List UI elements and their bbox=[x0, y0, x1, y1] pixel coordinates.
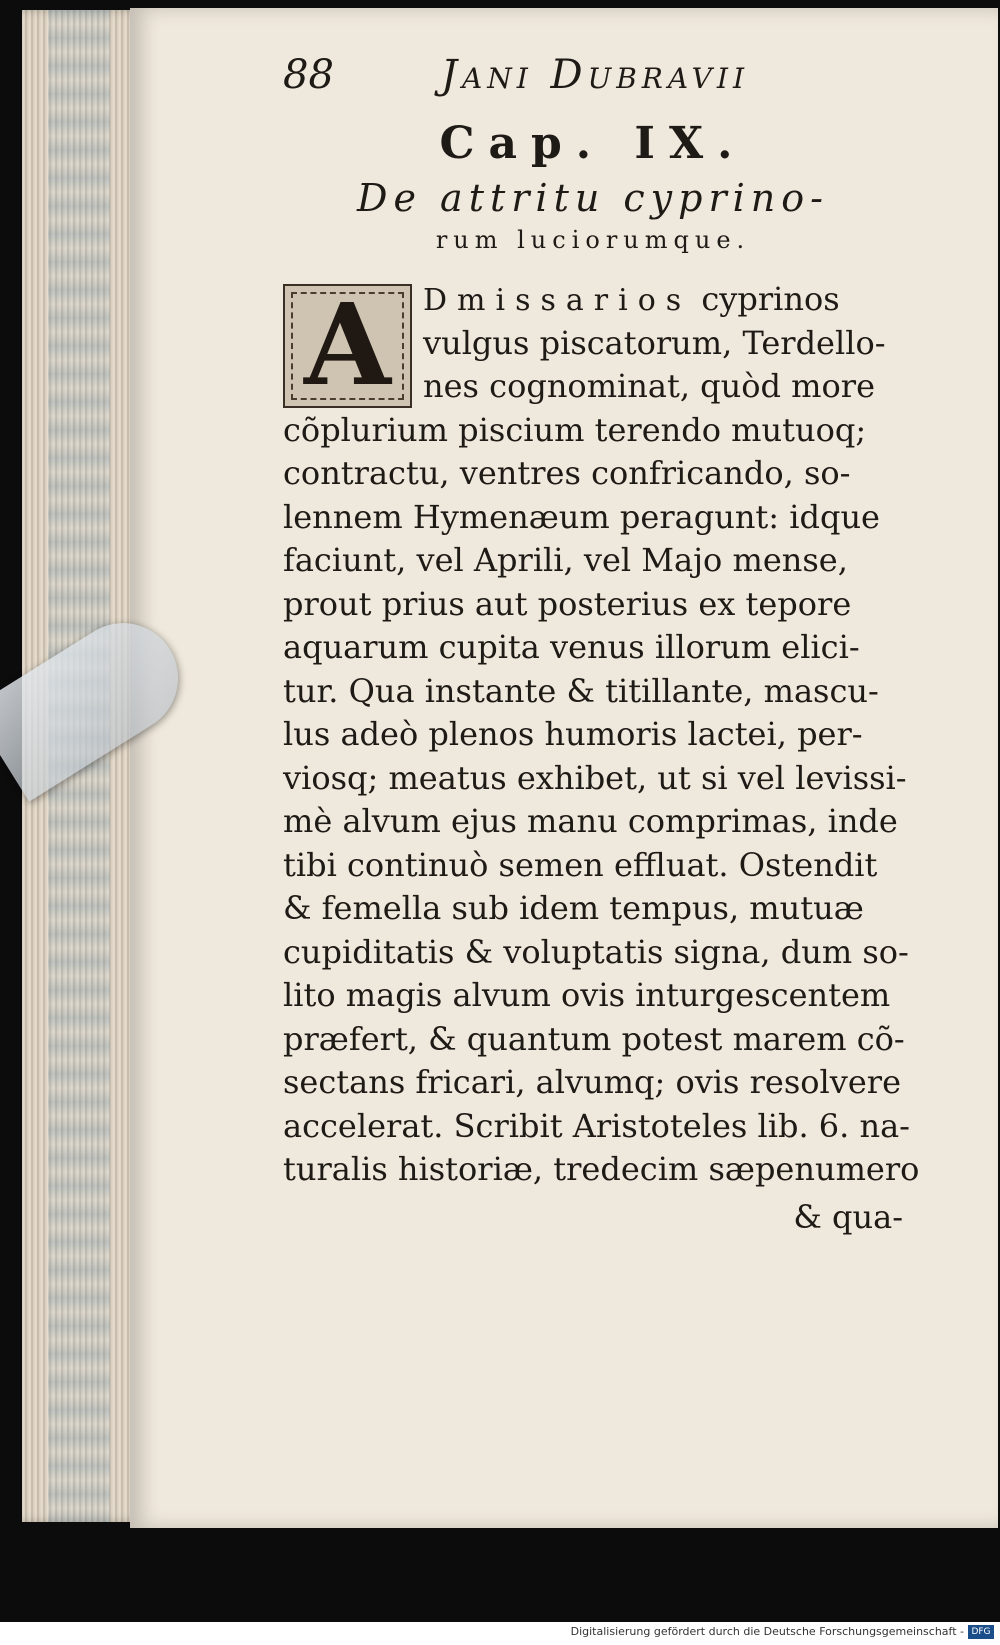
text-line-content: cyprinos bbox=[701, 280, 840, 318]
running-title: Jani Dubravii bbox=[441, 52, 750, 98]
dfg-logo: DFG bbox=[968, 1625, 994, 1639]
text-line: sectans fricari, alvumq; ovis resolvere bbox=[283, 1063, 902, 1101]
text-block bbox=[283, 52, 920, 1240]
initial-letter: A bbox=[304, 280, 391, 411]
footer-credit: Digitalisierung gefördert durch die Deutsche Forschungsgemeinschaft - bbox=[570, 1625, 964, 1638]
chapter-title-line-1: De attritu cyprino- bbox=[357, 176, 829, 220]
text-line: cupiditatis & voluptatis signa, dum so- bbox=[283, 932, 909, 971]
text-line: & femella sub idem tempus, mutuæ bbox=[283, 889, 864, 927]
text-line: vulgus piscatorum, Terdello- bbox=[423, 323, 886, 362]
chapter-label: Cap. IX. bbox=[439, 118, 747, 169]
text-line: tur. Qua instante & titillante, mascu- bbox=[283, 671, 879, 710]
text-line: nes cognominat, quòd more bbox=[423, 367, 876, 405]
text-line: lito magis alvum ovis inturgescentem bbox=[283, 976, 891, 1014]
text-line: contractu, ventres confricando, so- bbox=[283, 454, 851, 492]
first-word: Dmissarios bbox=[423, 283, 692, 318]
text-line: faciunt, vel Aprili, vel Majo mense, bbox=[283, 541, 848, 579]
text-line: aquarum cupita venus illorum elici- bbox=[283, 628, 860, 666]
text-line: mè alvum ejus manu comprimas, inde bbox=[283, 802, 898, 840]
page-number: 88 bbox=[283, 52, 334, 98]
running-head bbox=[283, 52, 903, 116]
decorated-initial bbox=[283, 280, 412, 411]
text-line: accelerat. Scribit Aristoteles lib. 6. na- bbox=[283, 1106, 910, 1145]
text-line: turalis historiæ, tredecim sæpenumero bbox=[283, 1150, 920, 1188]
text-line: tibi continuò semen effluat. Ostendit bbox=[283, 845, 878, 884]
chapter-title-line-2: rum luciorumque. bbox=[435, 226, 751, 254]
body-text bbox=[283, 278, 920, 1240]
footer-bar bbox=[0, 1622, 1000, 1645]
text-line: prout prius aut posterius ex tepore bbox=[283, 584, 852, 623]
text-line: cõplurium piscium terendo mutuoq; bbox=[283, 410, 867, 449]
catchword: & qua- bbox=[793, 1197, 903, 1236]
text-line: viosq; meatus exhibet, ut si vel levissi- bbox=[283, 758, 907, 797]
text-line: lus adeò plenos humoris lactei, per- bbox=[283, 715, 863, 753]
text-line: lennem Hymenæum peragunt: idque bbox=[283, 497, 880, 536]
text-line: præfert, & quantum potest marem cõ- bbox=[283, 1019, 905, 1058]
